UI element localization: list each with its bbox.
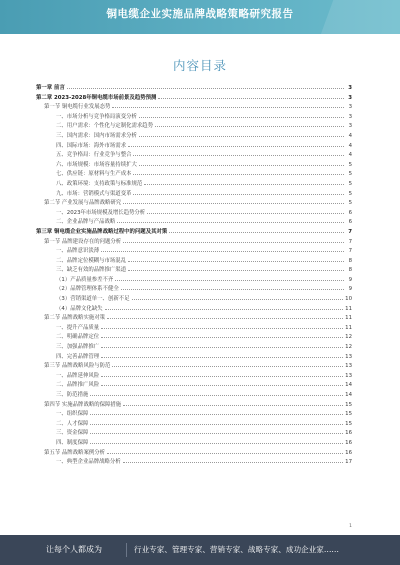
toc-leader-dots — [101, 351, 343, 358]
toc-entry-page: 3 — [348, 104, 352, 111]
toc-leader-dots — [123, 456, 343, 463]
toc-entry-label: 四、完善品牌管理 — [56, 353, 100, 360]
toc-entry[interactable] — [36, 111, 352, 121]
toc-entry-page: 11 — [345, 324, 352, 331]
toc-entry-page: 5 — [348, 180, 352, 187]
toc-entry[interactable] — [36, 389, 352, 399]
report-header — [0, 0, 400, 34]
toc-entry-page: 15 — [345, 420, 352, 427]
toc-entry[interactable] — [36, 82, 352, 92]
toc-leader-dots — [90, 418, 343, 425]
footer-roles: 行业专家、管理专家、营销专家、战略专家、成功企业家…… — [134, 545, 340, 554]
toc-entry[interactable] — [36, 360, 352, 370]
toc-entry[interactable] — [36, 341, 352, 351]
toc-entry[interactable] — [36, 149, 352, 159]
toc-entry-page: 4 — [348, 142, 352, 149]
toc-leader-dots — [101, 322, 343, 329]
toc-entry-page: 16 — [345, 439, 352, 446]
toc-entry-page: 4 — [348, 152, 352, 159]
toc-entry[interactable] — [36, 159, 352, 169]
toc-entry-page: 3 — [348, 94, 352, 101]
toc-entry-label: 三、防范措施 — [56, 392, 89, 398]
table-of-contents — [36, 82, 352, 466]
toc-entry-page: 5 — [348, 161, 352, 168]
toc-entry-page: 9 — [348, 276, 352, 283]
toc-entry[interactable] — [36, 303, 352, 313]
toc-entry[interactable] — [36, 456, 352, 466]
toc-entry-label: 一、品牌意识淡薄 — [56, 248, 100, 255]
toc-entry-page: 5 — [348, 190, 352, 197]
toc-entry-page: 7 — [348, 238, 352, 245]
footer-banner — [0, 535, 400, 565]
toc-leader-dots — [105, 303, 344, 310]
toc-entry[interactable] — [36, 283, 352, 293]
toc-entry-label: 六、市场规模：市场容量持续扩大 — [56, 161, 137, 168]
toc-entry-label: 三、缺乏有效的品牌推广渠道 — [56, 267, 127, 274]
toc-entry-page: 14 — [345, 382, 352, 389]
toc-entry-label: 一、组织保障 — [56, 411, 89, 418]
toc-entry-page: 15 — [345, 411, 352, 418]
toc-entry-page: 6 — [348, 209, 352, 216]
toc-entry-label: 四、制度保障 — [56, 439, 89, 446]
toc-leader-dots — [90, 389, 343, 396]
toc-entry-label: 一、典型企业品牌战略分析 — [56, 459, 121, 466]
toc-entry-label: 九、市场：营销模式与渠道变革 — [56, 190, 132, 197]
toc-entry[interactable] — [36, 331, 352, 341]
toc-entry[interactable] — [36, 226, 352, 236]
toc-entry[interactable] — [36, 188, 352, 198]
toc-entry-label: 三、加强品牌推广 — [56, 344, 100, 351]
toc-leader-dots — [90, 427, 343, 434]
toc-leader-dots — [169, 226, 344, 233]
toc-entry-label: 二、用户需求：个性化与定制化需求趋势 — [56, 123, 154, 130]
toc-entry-label: 二、品牌推广风险 — [56, 382, 100, 389]
toc-leader-dots — [107, 312, 343, 319]
toc-entry[interactable] — [36, 437, 352, 447]
toc-entry-page: 16 — [345, 430, 352, 437]
toc-entry-page: 15 — [345, 401, 352, 408]
toc-leader-dots — [101, 245, 344, 252]
toc-leader-dots — [107, 447, 343, 454]
toc-entry-page: 7 — [348, 248, 352, 255]
toc-entry[interactable] — [36, 255, 352, 265]
toc-entry-label: 第五节 品牌战略案例分析 — [44, 449, 106, 456]
toc-entry-label: 第二章 2023-2028年铜电缆市场前景及趋势预测 — [36, 94, 157, 101]
toc-entry[interactable] — [36, 236, 352, 246]
toc-entry-label: 八、政策环境：支持政策与标准规范 — [56, 180, 143, 187]
toc-leader-dots — [128, 264, 344, 271]
toc-leader-dots — [112, 101, 344, 108]
toc-entry-label: 七、供应链：原材料与生产成本 — [56, 171, 132, 178]
toc-entry-label: 一、品牌延伸风险 — [56, 372, 100, 379]
toc-entry-label: （3）营销渠道单一、创新不足 — [56, 296, 130, 303]
toc-entry-page: 9 — [348, 286, 352, 293]
toc-entry[interactable] — [36, 399, 352, 409]
toc-entry[interactable] — [36, 92, 352, 102]
toc-entry[interactable] — [36, 178, 352, 188]
toc-leader-dots — [112, 360, 343, 367]
toc-entry-page: 17 — [345, 459, 352, 466]
toc-entry[interactable] — [36, 370, 352, 380]
toc-entry-page: 4 — [348, 132, 352, 139]
toc-entry-label: 一、市场分析与竞争格局演变分析 — [56, 113, 137, 120]
toc-leader-dots — [133, 168, 344, 175]
toc-leader-dots — [147, 207, 344, 214]
toc-entry[interactable] — [36, 216, 352, 226]
toc-entry-label: 一、提升产品质量 — [56, 324, 100, 331]
toc-leader-dots — [133, 149, 344, 156]
toc-leader-dots — [101, 379, 343, 386]
toc-entry[interactable] — [36, 197, 352, 207]
toc-entry-label: 五、竞争格局：行业竞争与整合 — [56, 152, 132, 159]
toc-entry[interactable] — [36, 245, 352, 255]
toc-entry[interactable] — [36, 120, 352, 130]
toc-entry-label: 二、明确品牌定位 — [56, 334, 100, 341]
toc-entry[interactable] — [36, 447, 352, 457]
toc-leader-dots — [67, 82, 344, 89]
toc-entry[interactable] — [36, 322, 352, 332]
toc-entry-page: 8 — [348, 257, 352, 264]
toc-entry-page: 3 — [348, 85, 352, 91]
toc-entry-page: 12 — [345, 344, 352, 351]
toc-entry-page: 3 — [348, 123, 352, 130]
toc-leader-dots — [101, 341, 343, 348]
toc-leader-dots — [133, 188, 344, 195]
toc-heading: 内容目录 — [172, 58, 227, 73]
toc-entry[interactable] — [36, 101, 352, 111]
toc-entry-label: 二、品牌定位模糊与市场混乱 — [56, 257, 127, 264]
toc-entry-page: 16 — [345, 449, 352, 456]
toc-leader-dots — [139, 159, 344, 166]
toc-entry-label: 二、人才保障 — [56, 420, 89, 427]
toc-entry-page: 5 — [348, 200, 352, 207]
toc-leader-dots — [101, 370, 343, 377]
toc-entry-page: 7 — [348, 228, 352, 235]
toc-entry-label: 第三章 铜电缆企业实施品牌战略过程中的问题及其对策 — [36, 228, 168, 235]
toc-leader-dots — [123, 399, 343, 406]
toc-leader-dots — [158, 92, 344, 99]
toc-entry-page: 11 — [345, 305, 352, 312]
toc-entry-page: 5 — [348, 171, 352, 178]
toc-entry-label: 一、2023年市场规模及增长趋势分析 — [56, 209, 146, 216]
toc-entry-label: 第二节 产业发展与品牌战略研究 — [44, 200, 122, 207]
toc-entry[interactable] — [36, 130, 352, 140]
toc-entry[interactable] — [36, 351, 352, 361]
toc-entry-label: （4）品牌文化缺失 — [56, 305, 103, 312]
toc-entry-page: 10 — [345, 296, 352, 303]
report-title: 铜电缆企业实施品牌战略策略研究报告 — [106, 8, 294, 20]
toc-entry-page: 13 — [345, 372, 352, 379]
toc-entry-page: 13 — [345, 353, 352, 360]
toc-entry-label: 三、资金保障 — [56, 430, 89, 437]
toc-entry-label: 三、国内需求：国内市场需求分析 — [56, 132, 137, 139]
toc-entry-label: 第二节 品牌战略实施对策 — [44, 315, 106, 322]
toc-leader-dots — [128, 255, 344, 262]
toc-entry[interactable] — [36, 427, 352, 437]
toc-leader-dots — [123, 236, 344, 243]
toc-leader-dots — [90, 408, 343, 415]
toc-entry-page: 13 — [345, 363, 352, 370]
toc-entry-page: 8 — [348, 267, 352, 274]
toc-entry-label: 第一节 铜电缆行业发展态势 — [44, 104, 111, 111]
toc-entry-label: 第一节 品牌建设存在的问题分析 — [44, 238, 122, 245]
toc-entry-label: 四、国际市场：海外市场需求 — [56, 142, 127, 149]
toc-entry-page: 6 — [348, 219, 352, 226]
toc-entry-label: 第一章 前言 — [36, 85, 65, 91]
toc-entry-label: 第四节 实施品牌战略的保障措施 — [44, 401, 122, 408]
toc-leader-dots — [128, 140, 344, 147]
toc-entry-label: （1）产品质量参差不齐 — [56, 276, 114, 283]
toc-entry[interactable] — [36, 379, 352, 389]
toc-entry[interactable] — [36, 408, 352, 418]
toc-entry[interactable] — [36, 140, 352, 150]
toc-leader-dots — [139, 111, 344, 118]
toc-leader-dots — [117, 216, 344, 223]
toc-leader-dots — [121, 283, 344, 290]
toc-entry-label: 第三节 品牌战略风险与防范 — [44, 363, 111, 370]
footer-slogan: 让每个人都成为 — [46, 545, 102, 554]
toc-leader-dots — [101, 331, 343, 338]
footer-divider — [126, 543, 127, 557]
toc-entry[interactable] — [36, 312, 352, 322]
toc-leader-dots — [139, 130, 344, 137]
toc-entry[interactable] — [36, 264, 352, 274]
toc-entry[interactable] — [36, 293, 352, 303]
toc-entry-page: 3 — [348, 113, 352, 120]
toc-leader-dots — [155, 120, 344, 127]
toc-leader-dots — [115, 274, 344, 281]
toc-entry-label: （2）品牌管理体系不健全 — [56, 286, 119, 293]
page-number: 1 — [349, 524, 352, 529]
toc-entry-label: 二、企业品牌与产品战略 — [56, 219, 116, 226]
toc-leader-dots — [123, 197, 344, 204]
toc-entry[interactable] — [36, 274, 352, 284]
toc-entry[interactable] — [36, 168, 352, 178]
toc-entry-page: 11 — [345, 315, 352, 322]
toc-entry-page: 14 — [345, 392, 352, 398]
toc-leader-dots — [132, 293, 344, 300]
toc-leader-dots — [90, 437, 343, 444]
toc-entry-page: 12 — [345, 334, 352, 341]
toc-entry[interactable] — [36, 207, 352, 217]
toc-leader-dots — [144, 178, 344, 185]
toc-entry[interactable] — [36, 418, 352, 428]
